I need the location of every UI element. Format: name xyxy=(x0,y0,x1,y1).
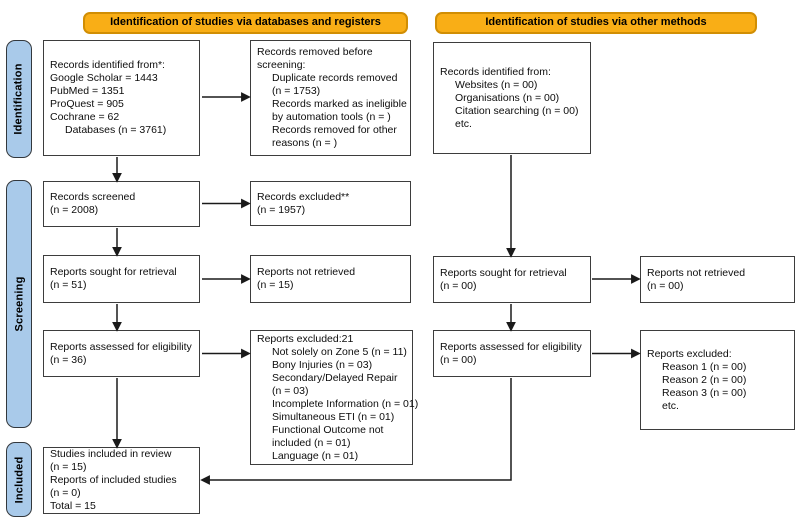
box-line: (n = 15) xyxy=(50,461,87,473)
sidebar-screening-label: Screening xyxy=(13,276,25,332)
box-line: etc. xyxy=(455,117,472,130)
box-line: Google Scholar = 1443 xyxy=(50,72,158,84)
box-records-identified-databases xyxy=(43,40,200,156)
banner-databases-registers: Identification of studies via databases and registers xyxy=(83,12,408,34)
box-line: Organisations (n = 00) xyxy=(455,91,560,104)
box-line: screening: xyxy=(257,59,306,71)
box-line: (n = 00) xyxy=(440,353,477,366)
box-line: Reports not retrieved xyxy=(257,266,356,278)
box-line: Reports excluded: xyxy=(647,347,732,360)
box-line: PubMed = 1351 xyxy=(50,85,125,97)
box-records-identified-other xyxy=(433,42,591,154)
box-line: reasons (n = ) xyxy=(272,137,338,149)
box-line: Reports assessed for eligibility xyxy=(440,340,582,353)
box-line: Reports assessed for eligibility xyxy=(50,340,192,353)
banner-other-methods: Identification of studies via other methods xyxy=(435,12,757,34)
box-line: Reports sought for retrieval xyxy=(50,266,177,278)
box-studies-included xyxy=(43,447,200,514)
box-line: Citation searching (n = 00) xyxy=(455,104,579,117)
box-line: etc. xyxy=(662,399,679,412)
box-records-removed-before-screening xyxy=(250,40,411,156)
box-line: Reason 3 (n = 00) xyxy=(662,386,747,399)
box-line: Not solely on Zone 5 (n = 11) xyxy=(272,345,407,358)
box-line: Reports not retrieved xyxy=(647,266,746,279)
box-line: Language (n = 01) xyxy=(272,449,359,462)
box-line: Incomplete Information (n = 01) xyxy=(272,397,419,410)
box-line: Simultaneous ETI (n = 01) xyxy=(272,410,395,423)
box-line: Records marked as ineligible xyxy=(272,98,407,110)
box-line: Records removed before xyxy=(257,46,373,58)
box-line: Studies included in review xyxy=(50,448,172,460)
box-reports-not-retrieved-databases xyxy=(250,255,411,303)
box-line: (n = 15) xyxy=(257,279,294,291)
sidebar-identification xyxy=(6,40,32,158)
box-records-excluded xyxy=(250,181,411,226)
box-line: Reports sought for retrieval xyxy=(440,266,567,279)
box-line: Records excluded** xyxy=(257,190,350,203)
box-line: (n = 00) xyxy=(440,279,477,292)
box-reports-assessed-databases xyxy=(43,330,200,377)
box-line: Websites (n = 00) xyxy=(455,78,538,91)
box-line: Functional Outcome not xyxy=(272,423,384,436)
box-line: Reports excluded:21 xyxy=(257,332,354,345)
box-reports-sought-other xyxy=(433,256,591,303)
box-line: Bony Injuries (n = 03) xyxy=(272,358,373,371)
box-line: (n = 51) xyxy=(50,279,87,291)
box-line: (n = 03) xyxy=(272,384,309,397)
box-line: Reports of included studies xyxy=(50,474,177,486)
box-line: Duplicate records removed xyxy=(272,72,398,84)
box-line: ProQuest = 905 xyxy=(50,98,124,110)
box-line: Reason 1 (n = 00) xyxy=(662,360,747,373)
box-reports-sought-databases xyxy=(43,255,200,303)
box-line: (n = 00) xyxy=(647,279,684,292)
box-line: (n = 0) xyxy=(50,487,81,499)
box-reports-assessed-other xyxy=(433,330,591,377)
box-line: Records removed for other xyxy=(272,124,397,136)
box-line: Records screened xyxy=(50,191,136,203)
box-line: Total = 15 xyxy=(50,500,96,512)
box-line: Records identified from*: xyxy=(50,59,165,71)
sidebar-screening xyxy=(6,180,32,428)
box-reports-not-retrieved-other xyxy=(640,256,795,303)
box-line: Reason 2 (n = 00) xyxy=(662,373,747,386)
box-line: included (n = 01) xyxy=(272,436,351,449)
box-line: (n = 2008) xyxy=(50,204,99,216)
sidebar-included-label: Included xyxy=(13,456,26,503)
sidebar-included xyxy=(6,442,32,517)
box-records-screened xyxy=(43,181,200,227)
box-line: (n = 1753) xyxy=(272,85,321,97)
box-line: Databases (n = 3761) xyxy=(65,124,167,136)
sidebar-identification-label: Identification xyxy=(13,63,25,135)
box-line: Records identified from: xyxy=(440,65,551,78)
box-reports-excluded-other xyxy=(640,330,795,430)
box-line: by automation tools (n = ) xyxy=(272,111,391,123)
box-reports-excluded-detail xyxy=(250,330,419,465)
box-line: Secondary/Delayed Repair xyxy=(272,371,398,384)
box-line: (n = 36) xyxy=(50,353,87,366)
box-line: (n = 1957) xyxy=(257,203,306,216)
box-line: Cochrane = 62 xyxy=(50,111,120,123)
